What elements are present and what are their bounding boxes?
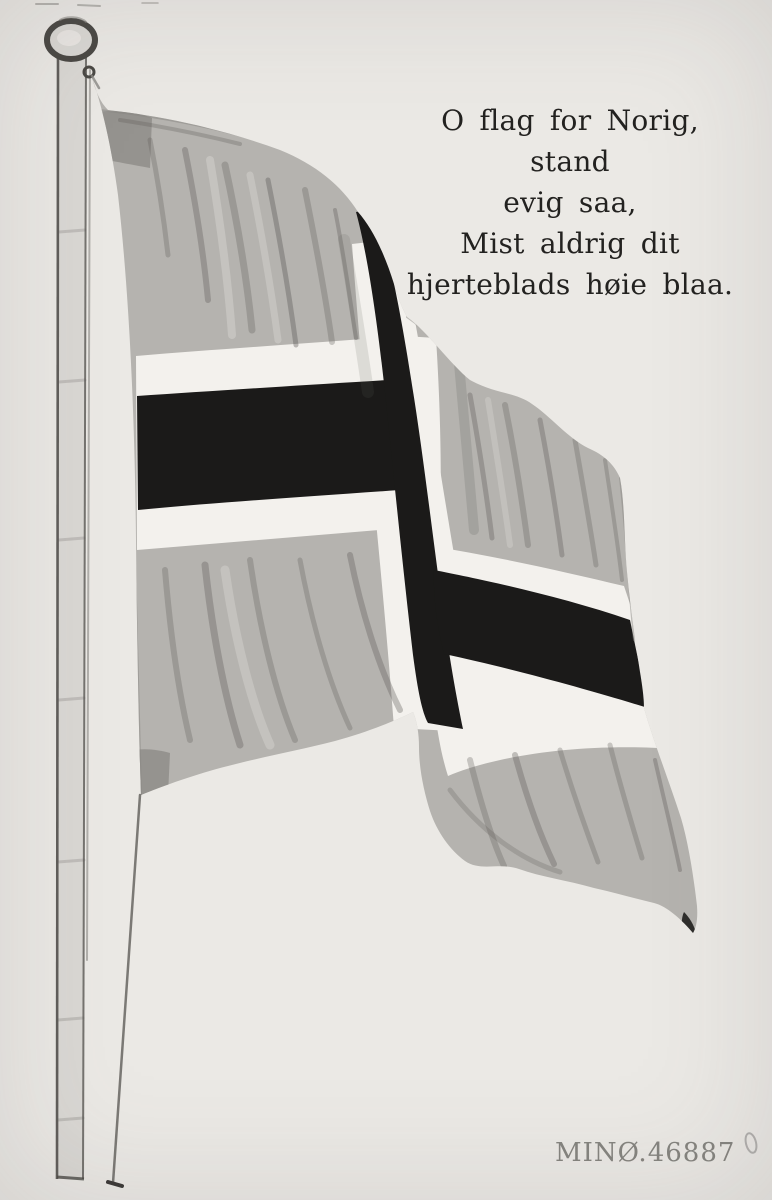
cross-horizontal-arm (137, 380, 400, 510)
pencil-mark (744, 1132, 759, 1154)
poem-line-4: hjerteblads høie blaa. (406, 268, 734, 301)
photo-marks (36, 3, 158, 6)
poem-line-1: O flag for Norig, stand (441, 104, 699, 178)
watermark-text: MINØ.46887 (555, 1138, 736, 1168)
poem-line-2: evig saa, (503, 186, 637, 219)
pole-finial-icon (47, 17, 95, 59)
pole-shaft (56, 57, 87, 1179)
poem-line-3: Mist aldrig dit (460, 227, 680, 260)
poem-text (396, 100, 744, 305)
